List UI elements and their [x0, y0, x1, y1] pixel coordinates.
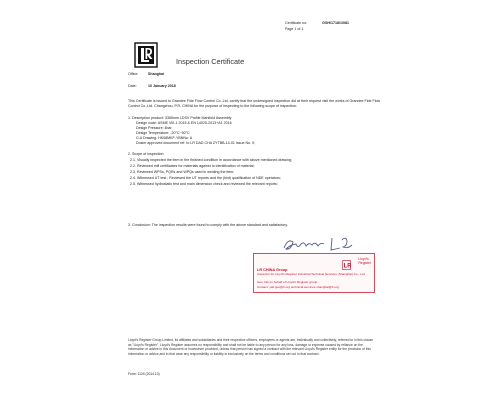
description-line: G.A Drawing: HK08MKF-YBNNo: A	[136, 136, 193, 140]
scope-item: 2.1. Visually inspected the item in the finished condition in accordance with above mentioned drawing;	[130, 158, 292, 162]
description-line: Design Pressure: 4bar	[136, 126, 172, 130]
office-value: Shanghai	[148, 72, 165, 76]
date-label: Date:	[128, 84, 137, 88]
lloyds-register-logo-icon	[134, 42, 158, 68]
description-line: Dosier approved document ref. to LR DAD CHA ZYTBB-14-01 Issue No. 0;	[136, 141, 256, 145]
intro-paragraph: This Certificate is issued to Grandee Fide Flow Control Co.,Ltd. certify that the undersigned inspection did at their request visit the works of Grandee Fide Flow Control Co.,Ltd. Changzhou, P.R. CHINA for the purpose of inspecting to the following scope of inspection:	[128, 99, 381, 108]
description-line: Design Temperature: -20°C~50°C	[136, 131, 190, 135]
seal-line: Lloyd's	[358, 257, 369, 261]
page-title: Inspection Certificate	[176, 57, 245, 66]
office-label: Office:	[128, 72, 139, 76]
stamp-inspector: Inspector for Lloyd's Register Industrial Technical Services (Shanghai) Co., Ltd.	[257, 272, 366, 276]
seal-text	[358, 257, 371, 266]
form-reference: Form: 1124 (2014.10)	[128, 372, 160, 376]
stamp-email: Contact: yali.guo@lr.org technical.services.shanghai@lr.org	[257, 285, 339, 289]
page-number: Page 1 of 1	[285, 27, 304, 31]
certificate-number-value: GSH/1718/1/081	[322, 21, 349, 25]
conclusion-text: 3. Conclusion: The inspection results were found to comply with the above standard and satisfactory.	[128, 223, 288, 227]
seal-line: Register	[358, 261, 371, 266]
scope-item: 2.4. Witnessed UT test ; Reviewed the UT reports and the (hint) qualification of NDE operators;	[130, 176, 281, 180]
inspector-stamp	[253, 253, 375, 293]
lloyds-register-seal-icon	[342, 257, 351, 270]
scope-item: 2.2. Reviewed mill certificates for materials against to identification of material;	[130, 164, 255, 168]
scope-heading: 2. Scope of inspection:	[128, 152, 165, 156]
description-line: Design code: ASME VIII-1 2015 & EN 14025-2013+A1 2016	[136, 121, 232, 125]
description-heading: 1. Description product: 3365mm LDSV Profile Manifold Assembly	[128, 116, 232, 120]
stamp-name: Guo Yali on behalf of Lloyd's Register group	[257, 280, 318, 284]
certificate-number-label: Certificate no:	[285, 21, 308, 25]
scope-item: 2.3. Reviewed WPSs, PQRs and WPQs used in welding the item;	[130, 170, 235, 174]
disclaimer-footer: Lloyd's Register Group Limited, its affiliates and subsidiaries and their respective officers, employees or agents are, individually and collectively, referred to in this clause as "Lloyd's Register". Lloyd's Register assumes no responsibility and shall not be liable to any person for any loss, damage or expense caused by reliance on the information or advice in this document or howsoever provided, unless that person has signed a contract with the relevant Lloyd's Register entity for the provision of this information or advice and in that case any responsibility or liability is exclusively on the terms and conditions set out in that contract.	[128, 338, 374, 356]
svg-text:LR: LR	[343, 263, 351, 270]
date-value: 10 January 2018	[148, 84, 176, 88]
stamp-company: LR CHINA Group	[257, 268, 288, 272]
scope-item: 2.5. Witnessed hydrostatic test and main dimension check and reviewed the relevant reports;	[130, 182, 278, 186]
certificate-number	[285, 21, 349, 25]
